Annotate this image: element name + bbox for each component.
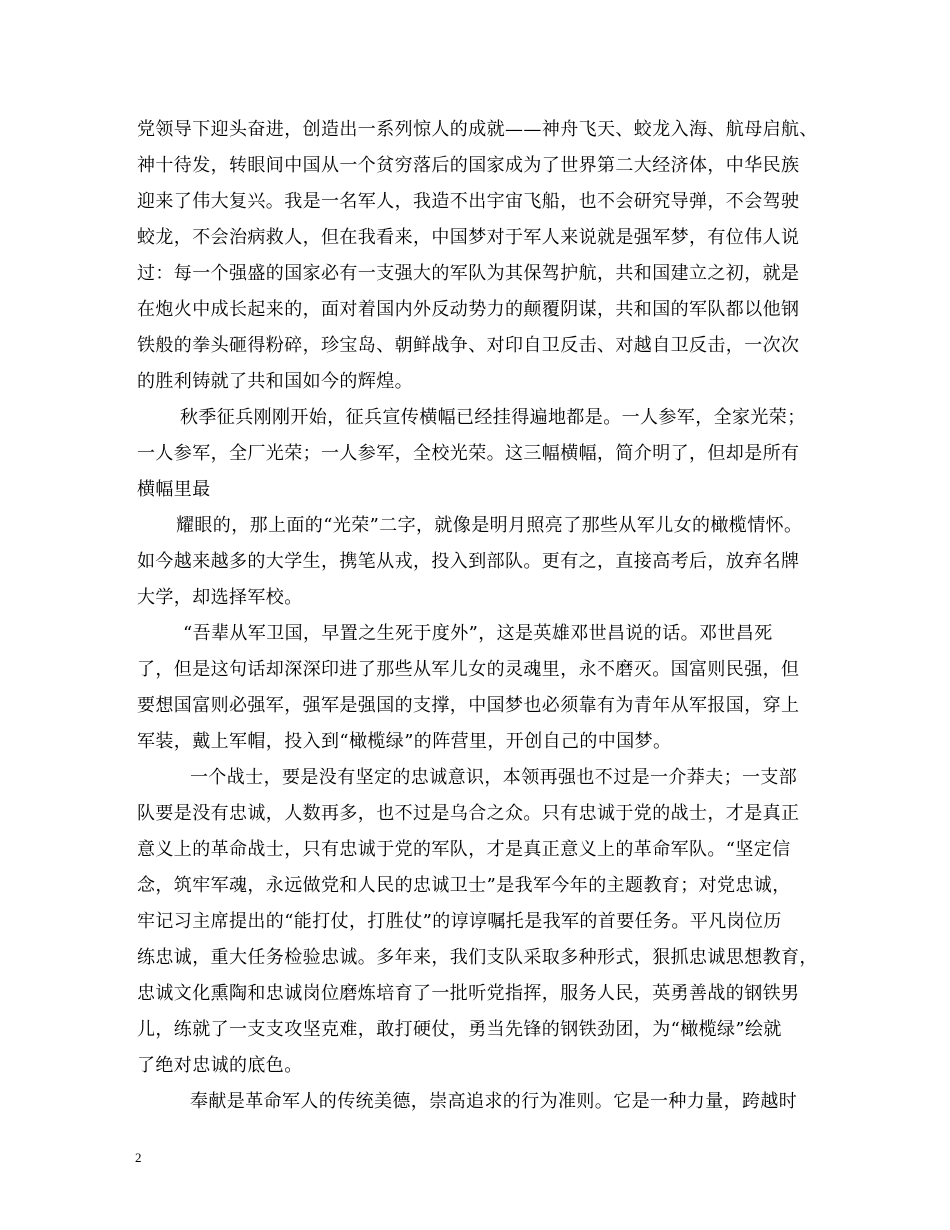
body-text-line: 在炮火中成长起来的，面对着国内外反动势力的颠覆阴谋，共和国的军队都以他钢 xyxy=(137,299,800,320)
body-text-line: 过：每一个强盛的国家必有一支强大的军队为其保驾护航，共和国建立之初，就是 xyxy=(137,263,800,284)
body-text-line: 了，但是这句话却深深印进了那些从军儿女的灵魂里，永不磨灭。国富则民强，但 xyxy=(137,659,800,680)
body-text-line: 的胜利铸就了共和国如今的辉煌。 xyxy=(137,371,413,392)
body-text-line: 大学，却选择军校。 xyxy=(137,587,303,608)
body-text-line: “吾辈从军卫国，早置之生死于度外”，这是英雄邓世昌说的话。邓世昌死 xyxy=(183,623,773,644)
body-text-line: 一人参军，全厂光荣；一人参军，全校光荣。这三幅横幅，简介明了，但却是所有 xyxy=(137,443,800,464)
body-text-line: 蛟龙，不会治病救人，但在我看来，中国梦对于军人来说就是强军梦，有位伟人说 xyxy=(137,227,800,248)
body-text-line: 迎来了伟大复兴。我是一名军人，我造不出宇宙飞船，也不会研究导弹，不会驾驶 xyxy=(137,191,800,212)
body-text-line: 忠诚文化熏陶和忠诚岗位磨炼培育了一批听党指挥，服务人民，英勇善战的钢铁男 xyxy=(137,983,800,1004)
body-text-line: 横幅里最 xyxy=(137,479,211,500)
body-text-line: 奉献是革命军人的传统美德，崇高追求的行为准则。它是一种力量，跨越时 xyxy=(190,1091,798,1112)
body-text-line: 铁般的拳头砸得粉碎，珍宝岛、朝鲜战争、对印自卫反击、对越自卫反击，一次次 xyxy=(137,335,800,356)
body-text-line: 一个战士，要是没有坚定的忠诚意识，本领再强也不过是一介莽夫；一支部 xyxy=(190,767,798,788)
page-number: 2 xyxy=(135,1150,142,1165)
body-text-line: 了绝对忠诚的底色。 xyxy=(137,1055,303,1076)
body-text-line: 神十待发，转眼间中国从一个贫穷落后的国家成为了世界第二大经济体，中华民族 xyxy=(137,155,800,176)
body-text-line: 练忠诚，重大任务检验忠诚。多年来，我们支队采取多种形式，狠抓忠诚思想教育， xyxy=(137,947,818,968)
body-text-line: 如今越来越多的大学生，携笔从戎，投入到部队。更有之，直接高考后，放弃名牌 xyxy=(137,551,800,572)
body-text-line: 队要是没有忠诚，人数再多，也不过是乌合之众。只有忠诚于党的战士，才是真正 xyxy=(137,803,800,824)
body-text-line: 军装，戴上军帽，投入到“橄榄绿”的阵营里，开创自己的中国梦。 xyxy=(137,731,672,752)
body-text-line: 耀眼的，那上面的“光荣”二字，就像是明月照亮了那些从军儿女的橄榄情怀。 xyxy=(176,515,803,536)
body-text-line: 牢记习主席提出的“能打仗，打胜仗”的谆谆嘱托是我军的首要任务。平凡岗位历 xyxy=(137,911,782,932)
body-text-line: 儿，练就了一支支攻坚克难，敢打硬仗，勇当先锋的钢铁劲团，为“橄榄绿”绘就 xyxy=(137,1019,782,1040)
body-text-line: 秋季征兵刚刚开始，征兵宣传横幅已经挂得遍地都是。一人参军，全家光荣； xyxy=(180,407,806,428)
body-text-line: 念，筑牢军魂，永远做党和人民的忠诚卫士”是我军今年的主题教育；对党忠诚， xyxy=(137,875,791,896)
body-text-line: 要想国富则必强军，强军是强国的支撑，中国梦也必须靠有为青年从军报国，穿上 xyxy=(137,695,800,716)
body-text-line: 党领导下迎头奋进，创造出一系列惊人的成就——神舟飞天、蛟龙入海、航母启航、 xyxy=(137,119,818,140)
body-text-line: 意义上的革命战士，只有忠诚于党的军队，才是真正意义上的革命军队。“坚定信 xyxy=(137,839,791,860)
